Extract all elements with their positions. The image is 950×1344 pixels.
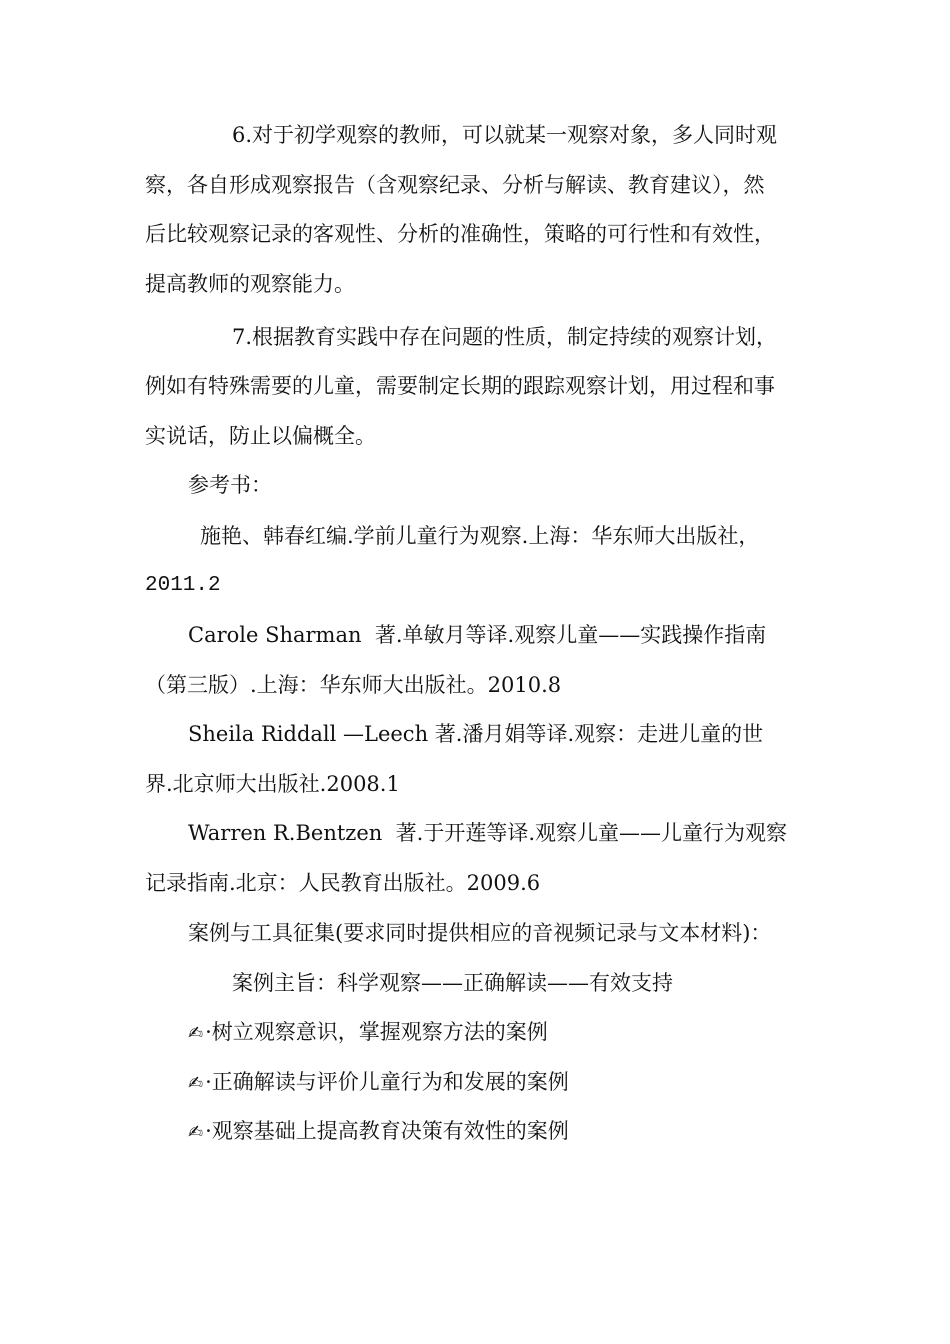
case-collection-heading: 案例与工具征集(要求同时提供相应的音视频记录与文本材料)： — [188, 921, 772, 945]
case-bullet-item-3 — [188, 1116, 569, 1148]
paragraph-6-line-2: 察，各自形成观察报告（含观察纪录、分析与解读、教育建议），然 — [145, 173, 765, 197]
reference-3-line-2: 界.北京师大出版社.2008.1 — [145, 772, 400, 796]
reference-2-line-2: （第三版）.上海：华东师大出版社。2010.8 — [145, 673, 562, 697]
writing-hand-icon: ✍ — [188, 1122, 204, 1143]
reference-4-line-1: Warren R.Bentzen 著.于开莲等译.观察儿童——儿童行为观察 — [188, 821, 788, 845]
paragraph-7-line-3: 实说话，防止以偏概全。 — [145, 424, 376, 448]
references-heading: 参考书： — [188, 473, 272, 497]
reference-1-line-2: 2011.2 — [145, 574, 221, 597]
reference-1-line-1: 施艳、韩春红编.学前儿童行为观察.上海：华东师大出版社， — [200, 524, 760, 548]
paragraph-6-line-4: 提高教师的观察能力。 — [145, 272, 355, 296]
case-bullet-item-1 — [188, 1017, 548, 1049]
writing-hand-icon: ✍ — [188, 1073, 204, 1094]
reference-4-line-2: 记录指南.北京：人民教育出版社。2009.6 — [145, 871, 541, 895]
bullet-text: ·观察基础上提高教育决策有效性的案例 — [205, 1119, 569, 1143]
writing-hand-icon: ✍ — [188, 1023, 204, 1044]
paragraph-7-line-2: 例如有特殊需要的儿童，需要制定长期的跟踪观察计划，用过程和事 — [145, 374, 775, 398]
bullet-text: ·正确解读与评价儿童行为和发展的案例 — [205, 1070, 569, 1094]
case-theme: 案例主旨：科学观察——正确解读——有效支持 — [232, 971, 673, 995]
reference-3-line-1: Sheila Riddall —Leech 著.潘月娟等译.观察：走进儿童的世 — [188, 722, 764, 746]
paragraph-7-line-1: 7.根据教育实践中存在问题的性质，制定持续的观察计划， — [232, 325, 778, 349]
paragraph-6-line-3: 后比较观察记录的客观性、分析的准确性，策略的可行性和有效性， — [145, 222, 775, 246]
case-bullet-item-2 — [188, 1067, 569, 1099]
bullet-text: ·树立观察意识，掌握观察方法的案例 — [205, 1020, 548, 1044]
paragraph-6-line-1: 6.对于初学观察的教师，可以就某一观察对象，多人同时观 — [232, 123, 778, 147]
reference-2-line-1: Carole Sharman 著.单敏月等译.观察儿童——实践操作指南 — [188, 623, 767, 647]
